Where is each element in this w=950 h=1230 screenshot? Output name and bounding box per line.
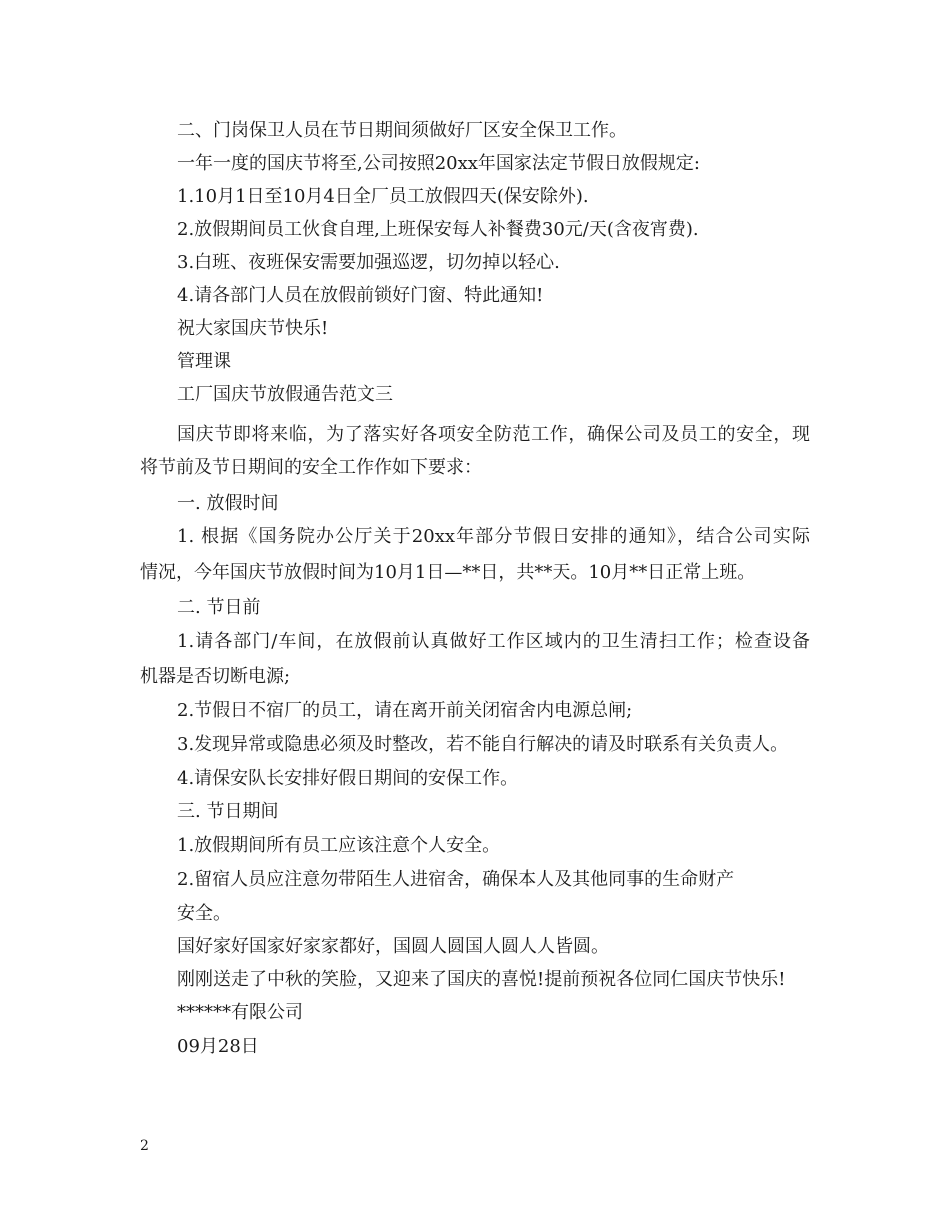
list-item-meals: 2.放假期间员工伙食自理,上班保安每人补餐费30元/天(含夜宵费). [177,219,699,240]
list-item-no-strangers: 2.留宿人员应注意勿带陌生人进宿舍，确保本人及其他同事的生命财产 [177,869,735,890]
list-item-personal-safety: 1.放假期间所有员工应该注意个人安全。 [177,835,501,856]
paragraph-line-opening-cont: 将节前及节日期间的安全工作作如下要求： [140,457,482,478]
list-item-patrol: 3.白班、夜班保安需要加强巡逻，切勿掉以轻心. [177,252,560,273]
greeting-line: 祝大家国庆节快乐! [177,318,329,339]
heading-holiday-time: 一. 放假时间 [177,493,279,514]
list-item-hazards: 3.发现异常或隐患必须及时整改，若不能自行解决的请及时联系有关负责人。 [177,734,789,755]
paragraph-line-wishes: 国好家好国家好家家都好，国圆人圆国人圆人人皆圆。 [177,936,609,957]
paragraph-line-greetings: 刚刚送走了中秋的笑脸，又迎来了国庆的喜悦!提前预祝各位同仁国庆节快乐! [177,969,786,990]
signature-company: ******有限公司 [177,1002,303,1023]
paragraph-line-opening: 国庆节即将来临，为了落实好各项安全防范工作，确保公司及员工的安全，现 [177,424,810,445]
heading-during-holiday: 三. 节日期间 [177,801,279,822]
list-item-cleaning-cont: 机器是否切断电源; [140,666,291,687]
signature-date: 09月28日 [177,1036,259,1057]
section-title: 工厂国庆节放假通告范文三 [177,384,393,405]
heading-before-holiday: 二. 节日前 [177,597,261,618]
page-number: 2 [140,1138,149,1154]
list-item-lock-doors: 4.请各部门人员在放假前锁好门窗、特此通知! [177,285,544,306]
list-item-holiday-dates: 1.10月1日至10月4日全厂员工放假四天(保安除外). [177,186,589,207]
paragraph-line-notice-cont: 情况，今年国庆节放假时间为10月1日—**日，共**天。10月**日正常上班。 [140,562,756,583]
paragraph-line-gatekeeper: 二、门岗保卫人员在节日期间须做好厂区安全保卫工作。 [177,120,627,141]
paragraph-line-notice: 1. 根据《国务院办公厅关于20xx年部分节假日安排的通知》，结合公司实际 [177,526,810,547]
list-item-dormitory-power: 2.节假日不宿厂的员工，请在离开前关闭宿舍内电源总闸; [177,700,633,721]
paragraph-line-intro: 一年一度的国庆节将至,公司按照20xx年国家法定节假日放假规定: [177,153,700,174]
list-item-cleaning: 1.请各部门/车间，在放假前认真做好工作区域内的卫生清扫工作；检查设备 [177,631,810,652]
signature-department: 管理课 [177,351,231,372]
list-item-security-arrangement: 4.请保安队长安排好假日期间的安保工作。 [177,768,519,789]
list-item-no-strangers-cont: 安全。 [177,903,231,924]
